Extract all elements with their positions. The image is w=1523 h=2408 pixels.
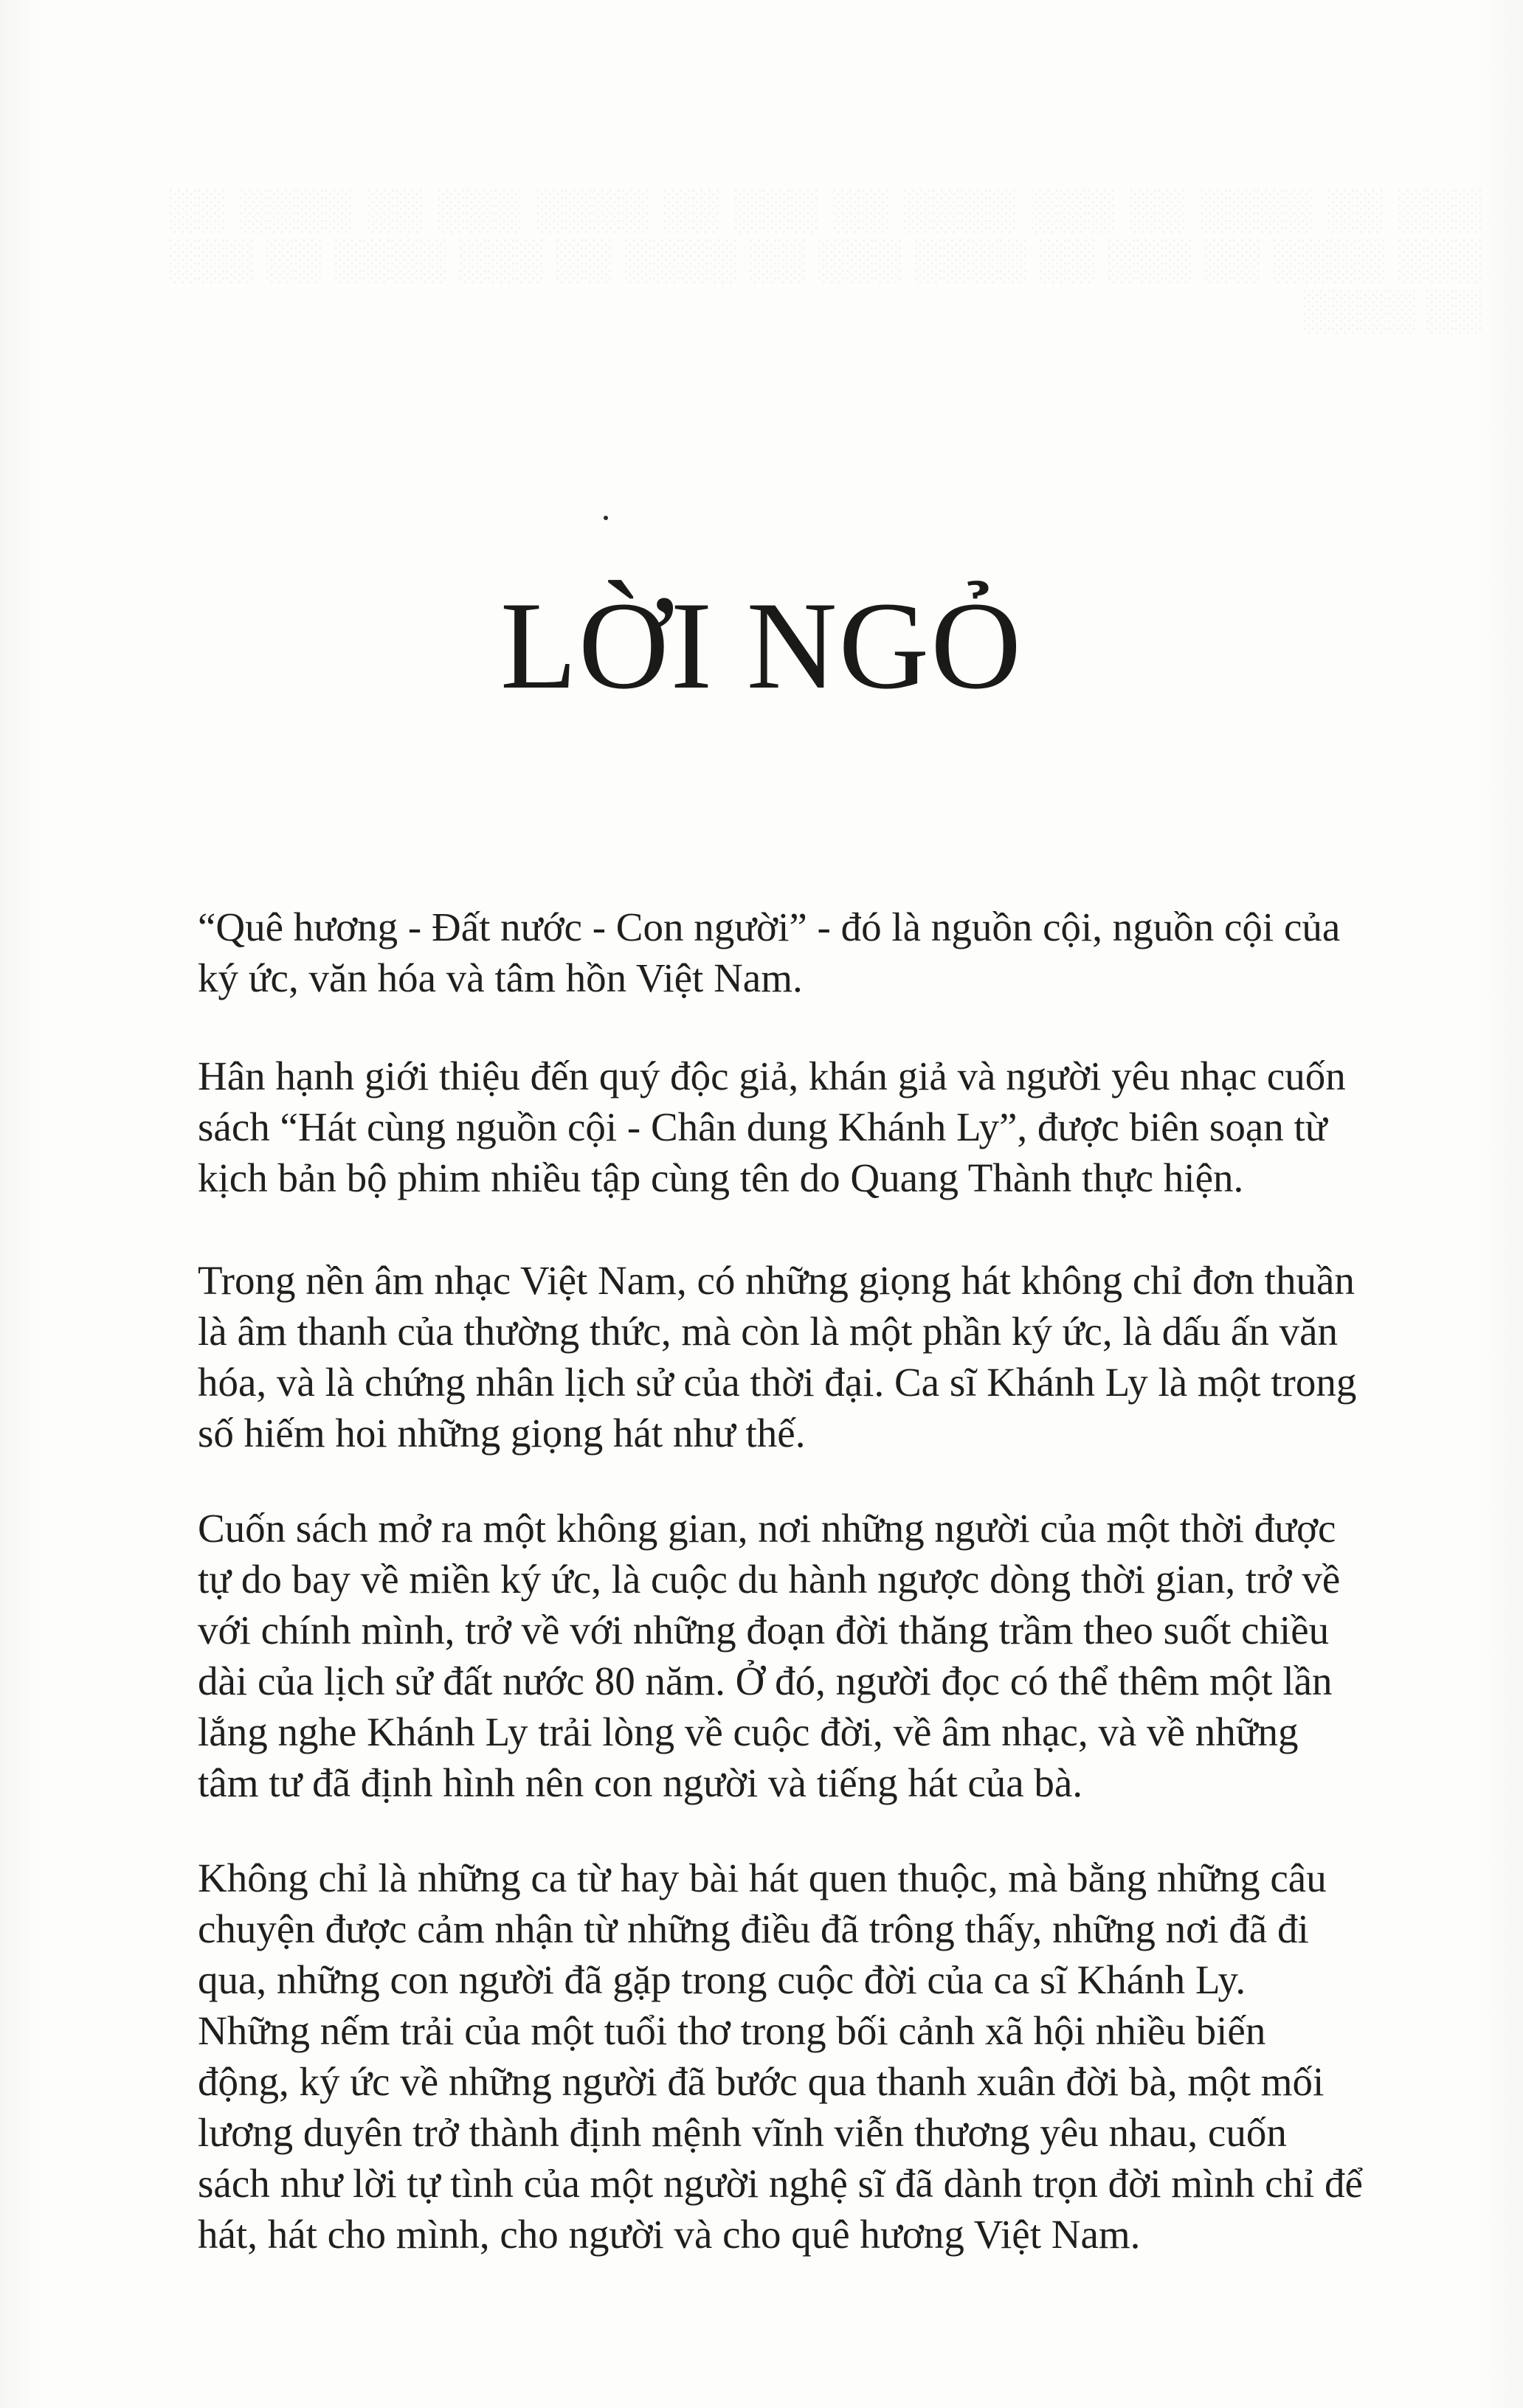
paragraph-2: Hân hạnh giới thiệu đến quý độc giả, khán giả và người yêu nhạc cuốn sách “Hát cùng nguồn cội - Chân dung Khánh Ly”, được biên soạn từ kịch bản bộ phim nhiều tập cùng tên do Quang Thành thực hiện.	[198, 1054, 1346, 1200]
paragraph-4: Cuốn sách mở ra một không gian, nơi những người của một thời được tự do bay về miền ký ức, là cuộc du hành ngược dòng thời gian, trở về với chính mình, trở về với những đoạn đời thăng trầm theo suốt chiều dài của lịch sử đất nước 80 năm. Ở đó, người đọc có thể thêm một lần lắng nghe Khánh Ly trải lòng về cuộc đời, về âm nhạc, và về những tâm tư đã định hình nên con người và tiếng hát của bà.	[198, 1506, 1341, 1805]
heading-diacritic-dot	[604, 516, 608, 520]
paragraph-3: Trong nền âm nhạc Việt Nam, có những giọng hát không chỉ đơn thuần là âm thanh của thường thức, mà còn là một phần ký ức, là dấu ấn văn hóa, và là chứng nhân lịch sử của thời đại. Ca sĩ Khánh Ly là một trong số hiếm hoi những giọng hát như thế.	[198, 1258, 1357, 1456]
paragraph-1: “Quê hương - Đất nước - Con người” - đó là nguồn cội, nguồn cội của ký ức, văn hóa và tâm hồn Việt Nam.	[198, 904, 1341, 1000]
body-text	[198, 902, 1364, 2260]
show-through-texture: ░░░ ░░ ░░░░ ░░ ░░░ ░░░░ ░░ ░░░ ░░ ░░░░ ░░░ ░░ ░░░░ ░░ ░░░ ░░░░ ░░ ░░░ ░░ ░░░░ ░░░ ░░ ░░░░ ░░ ░░░ ░░░░ ░░ ░░░ ░░ ░░░░	[170, 187, 1483, 332]
page-heading: LỜI NGỎ	[500, 576, 1023, 715]
paragraph-5: Không chỉ là những ca từ hay bài hát quen thuộc, mà bằng những câu chuyện được cảm nhận từ những điều đã trông thấy, những nơi đã đi qua, những con người đã gặp trong cuộc đời của ca sĩ Khánh Ly. Những nếm trải của một tuổi thơ trong bối cảnh xã hội nhiều biến động, ký ức về những người đã bước qua thanh xuân đời bà, một mối lương duyên trở thành định mệnh vĩnh viễn thương yêu nhau, cuốn sách như lời tự tình của một người nghệ sĩ đã dành trọn đời mình chỉ để hát, hát cho mình, cho người và cho quê hương Việt Nam.	[198, 1855, 1363, 2257]
